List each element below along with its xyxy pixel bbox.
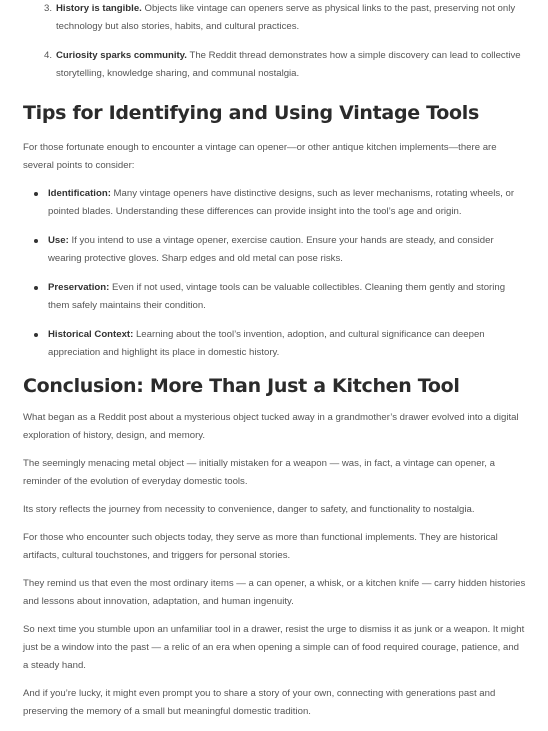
conclusion-paragraph: And if you’re lucky, it might even prompt you to share a story of your own, connecting with generations past and preserving the memory of a small but meaningful domestic tradition. bbox=[23, 688, 496, 717]
bullet-icon bbox=[34, 333, 38, 337]
tips-heading: Tips for Identifying and Using Vintage Tools bbox=[23, 102, 480, 124]
bullet-icon bbox=[34, 192, 38, 196]
list-item bbox=[44, 0, 526, 36]
conclusion-paragraph: What began as a Reddit post about a mysterious object tucked away in a grandmother’s drawer evolved into a digital exploration of history, design, and memory. bbox=[23, 412, 519, 441]
list-item bbox=[44, 47, 526, 83]
list-item-text: Even if not used, vintage tools can be valuable collectibles. Cleaning them gently and storing them safely maintains their condition. bbox=[48, 282, 506, 311]
list-item-text: Many vintage openers have distinctive designs, such as lever mechanisms, rotating wheels, or pointed blades. Understanding these differences can provide insight into the tool’s age and origin. bbox=[48, 188, 515, 217]
list-item bbox=[48, 232, 526, 268]
list-number: 3. bbox=[44, 3, 53, 14]
list-item-lead: Historical Context: bbox=[48, 329, 134, 340]
list-item bbox=[48, 185, 526, 221]
list-item-lead: Curiosity sparks community. bbox=[56, 50, 187, 61]
list-item-text: Objects like vintage can openers serve as physical links to the past, preserving not only technology but also stories, habits, and cultural practices. bbox=[56, 3, 516, 32]
bullet-icon bbox=[34, 286, 38, 290]
list-number: 4. bbox=[44, 50, 53, 61]
list-item bbox=[48, 326, 526, 362]
tips-list bbox=[23, 185, 526, 362]
conclusion-heading: Conclusion: More Than Just a Kitchen Tool bbox=[23, 375, 460, 397]
list-item-text: The Reddit thread demonstrates how a simple discovery can lead to collective storytelling, knowledge sharing, and communal nostalgia. bbox=[56, 50, 521, 79]
list-item-lead: Identification: bbox=[48, 188, 111, 199]
list-item-lead: Preservation: bbox=[48, 282, 110, 293]
list-item-lead: History is tangible. bbox=[56, 3, 142, 14]
list-item-text: Learning about the tool’s invention, adoption, and cultural significance can deepen appreciation and highlight its place in domestic history. bbox=[48, 329, 485, 358]
list-item bbox=[48, 279, 526, 315]
conclusion-paragraph: So next time you stumble upon an unfamiliar tool in a drawer, resist the urge to dismiss it as junk or a weapon. It might just be a window into the past — a relic of an era when opening a simple can of food required courage, patience, and a steady hand. bbox=[23, 624, 525, 671]
bullet-icon bbox=[34, 239, 38, 243]
list-item-text: If you intend to use a vintage opener, exercise caution. Ensure your hands are steady, and consider wearing protective gloves. Sharp edges and old metal can pose risks. bbox=[48, 235, 494, 264]
conclusion-paragraph: Its story reflects the journey from necessity to convenience, danger to safety, and functionality to nostalgia. bbox=[23, 504, 475, 515]
takeaways-list bbox=[23, 0, 526, 83]
conclusion-paragraph: They remind us that even the most ordinary items — a can opener, a whisk, or a kitchen knife — carry hidden histories and lessons about innovation, adaptation, and human ingenuity. bbox=[23, 578, 526, 607]
tips-intro: For those fortunate enough to encounter a vintage can opener—or other antique kitchen implements—there are several points to consider: bbox=[23, 142, 497, 171]
list-item-lead: Use: bbox=[48, 235, 69, 246]
conclusion-paragraph: The seemingly menacing metal object — initially mistaken for a weapon — was, in fact, a vintage can opener, a reminder of the evolution of everyday domestic tools. bbox=[23, 458, 495, 487]
conclusion-paragraph: For those who encounter such objects today, they serve as more than functional implements. They are historical artifacts, cultural touchstones, and triggers for personal stories. bbox=[23, 532, 498, 561]
